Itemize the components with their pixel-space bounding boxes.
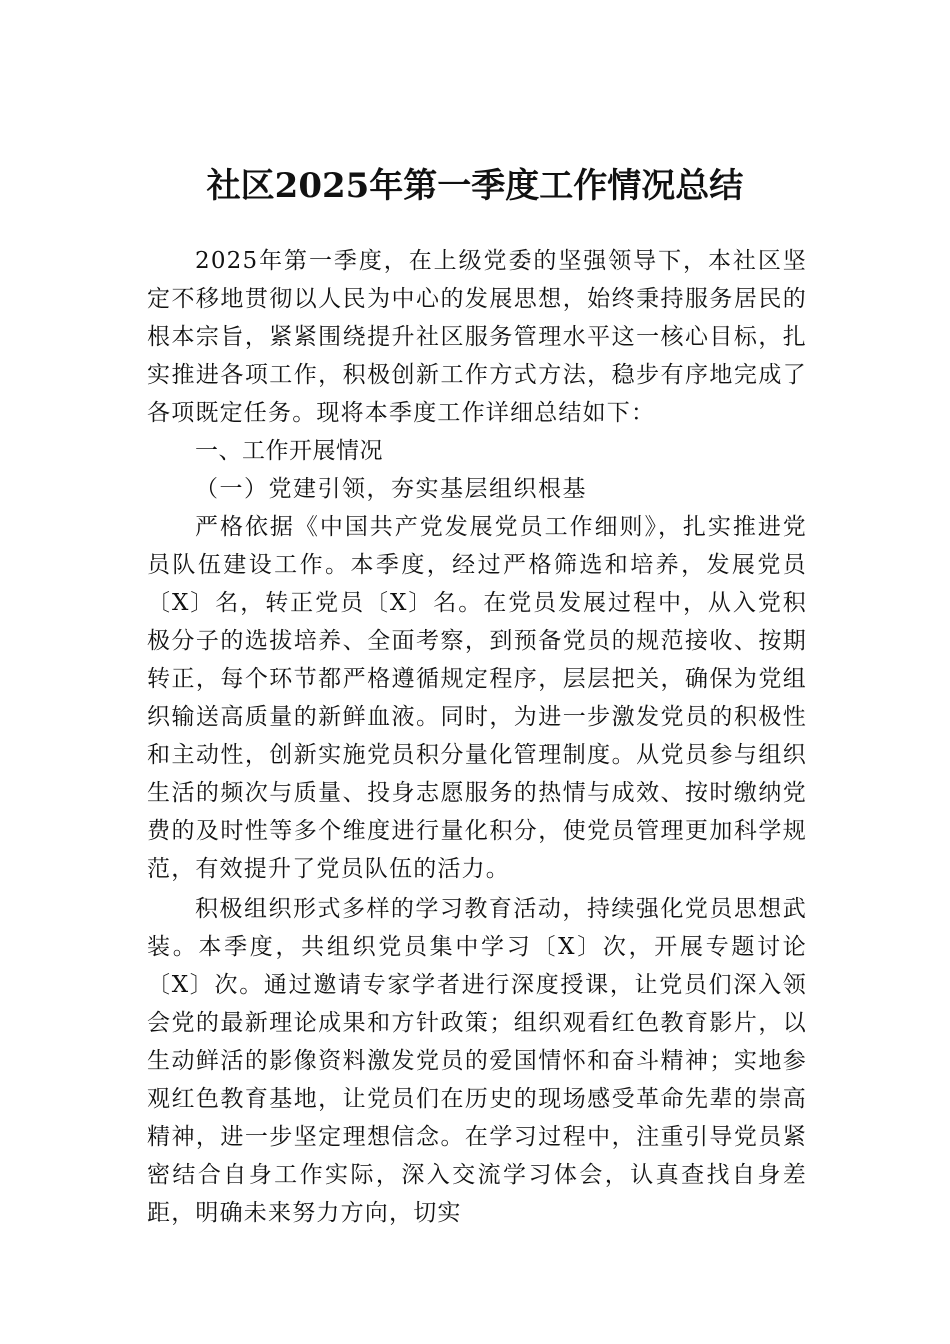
body-paragraph-study-education: 积极组织形式多样的学习教育活动，持续强化党员思想武装。本季度，共组织党员集中学习〔X〕次，开展专题讨论〔X〕次。通过邀请专家学者进行深度授课，让党员们深入领会党的最新理论成果和方针政策；组织观看红色教育影片，以生动鲜活的影像资料激发党员的爱国情怀和奋斗精神；实地参观红色教育基地，让党员们在历史的现场感受革命先辈的崇高精神，进一步坚定理想信念。在学习过程中，注重引导党员紧密结合自身工作实际，深入交流学习体会，认真查找自身差距，明确未来努力方向，切实 (147, 896, 807, 1226)
subsection-heading: （一）党建引领，夯实基层组织根基 (195, 476, 587, 502)
document-title: 社区2025年第一季度工作情况总结 (206, 166, 744, 206)
body-paragraph-party-building: 严格依据《中国共产党发展党员工作细则》，扎实推进党员队伍建设工作。本季度，经过严格筛选和培养，发展党员〔X〕名，转正党员〔X〕名。在党员发展过程中，从入党积极分子的选拔培养、全面考察，到预备党员的规范接收、按期转正，每个环节都严格遵循规定程序，层层把关，确保为党组织输送高质量的新鲜血液。同时，为进一步激发党员的积极性和主动性，创新实施党员积分量化管理制度。从党员参与组织生活的频次与质量、投身志愿服务的热情与成效、按时缴纳党费的及时性等多个维度进行量化积分，使党员管理更加科学规范，有效提升了党员队伍的活力。 (147, 514, 807, 882)
document-body (147, 242, 807, 1232)
intro-paragraph: 2025年第一季度，在上级党委的坚强领导下，本社区坚定不移地贯彻以人民为中心的发展思想，始终秉持服务居民的根本宗旨，紧紧围绕提升社区服务管理水平这一核心目标，扎实推进各项工作，积极创新工作方式方法，稳步有序地完成了各项既定任务。现将本季度工作详细总结如下： (147, 248, 807, 426)
section-heading: 一、工作开展情况 (195, 438, 383, 464)
